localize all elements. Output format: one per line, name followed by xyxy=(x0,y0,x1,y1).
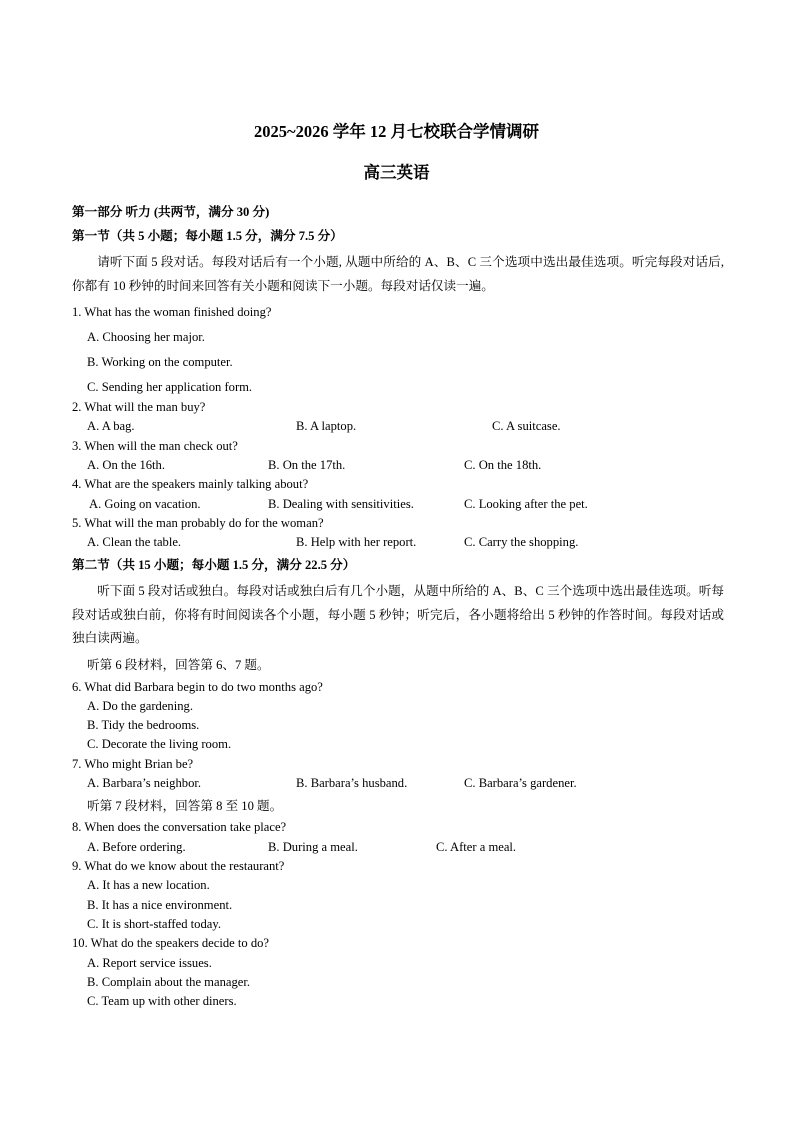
question-2-option-a: A. A bag. xyxy=(87,419,135,433)
question-1-stem: 1. What has the woman finished doing? xyxy=(72,305,272,319)
section1-heading: 第一节（共 5 小题；每小题 1.5 分，满分 7.5 分） xyxy=(72,229,343,243)
question-6-option-c: C. Decorate the living room. xyxy=(87,737,232,751)
question-7-option-b: B. Barbara’s husband. xyxy=(296,776,408,790)
question-9-option-b: B. It has a nice environment. xyxy=(87,898,233,912)
question-3-stem: 3. When will the man check out? xyxy=(72,439,238,453)
question-2-option-c: C. A suitcase. xyxy=(492,419,561,433)
question-8-option-a: A. Before ordering. xyxy=(87,840,186,854)
question-4-option-b: B. Dealing with sensitivities. xyxy=(268,497,414,511)
question-7-stem: 7. Who might Brian be? xyxy=(72,757,194,771)
question-10-option-b: B. Complain about the manager. xyxy=(87,975,250,989)
section2-heading: 第二节（共 15 小题；每小题 1.5 分，满分 22.5 分） xyxy=(72,558,356,572)
part1-heading: 第一部分 听力 (共两节，满分 30 分) xyxy=(72,205,270,219)
question-4-stem: 4. What are the speakers mainly talking about? xyxy=(72,477,309,491)
question-6-option-b: B. Tidy the bedrooms. xyxy=(87,718,200,732)
question-9-stem: 9. What do we know about the restaurant? xyxy=(72,859,285,873)
question-5-option-a: A. Clean the table. xyxy=(87,535,182,549)
question-4-option-c: C. Looking after the pet. xyxy=(464,497,588,511)
question-10-option-c: C. Team up with other diners. xyxy=(87,994,237,1008)
material-7-note: 听第 7 段材料，回答第 8 至 10 题。 xyxy=(87,799,283,813)
question-6-stem: 6. What did Barbara begin to do two months ago? xyxy=(72,680,323,694)
question-1-option-b: B. Working on the computer. xyxy=(87,355,233,369)
question-10-stem: 10. What do the speakers decide to do? xyxy=(72,936,270,950)
question-8-stem: 8. When does the conversation take place? xyxy=(72,820,287,834)
question-2-option-b: B. A laptop. xyxy=(296,419,357,433)
question-8-option-b: B. During a meal. xyxy=(268,840,358,854)
question-1-option-a: A. Choosing her major. xyxy=(87,330,205,344)
question-4-option-a: A. Going on vacation. xyxy=(89,497,201,511)
exam-title: 2025~2026 学年 12 月七校联合学情调研 xyxy=(254,122,539,141)
question-6-option-a: A. Do the gardening. xyxy=(87,699,193,713)
question-2-stem: 2. What will the man buy? xyxy=(72,400,206,414)
question-10-option-a: A. Report service issues. xyxy=(87,956,212,970)
question-9-option-a: A. It has a new location. xyxy=(87,878,210,892)
question-7-option-c: C. Barbara’s gardener. xyxy=(464,776,577,790)
section2-instructions: 听下面 5 段对话或独白。每段对话或独白后有几个小题，从题中所给的 A、B、C 三个选项中选出最佳选项。听每段对话或独白前，你将有时间阅读各个小题，每小题 5 秒钟；听完后，各小题将给出 5 秒钟的作答时间。每段对话或独白读两遍。 xyxy=(72,584,724,645)
question-1-option-c: C. Sending her application form. xyxy=(87,380,253,394)
section1-instructions: 请听下面 5 段对话。每段对话后有一个小题, 从题中所给的 A、B、C 三个选项中选出最佳选项。听完每段对话后, 你都有 10 秒钟的时间来回答有关小题和阅读下一小题。每段对话仅读一遍。 xyxy=(72,255,724,293)
question-5-stem: 5. What will the man probably do for the woman? xyxy=(72,516,324,530)
question-5-option-b: B. Help with her report. xyxy=(296,535,417,549)
question-3-option-b: B. On the 17th. xyxy=(268,458,346,472)
question-7-option-a: A. Barbara’s neighbor. xyxy=(87,776,202,790)
exam-subject: 高三英语 xyxy=(363,163,430,182)
question-3-option-c: C. On the 18th. xyxy=(464,458,542,472)
question-5-option-c: C. Carry the shopping. xyxy=(464,535,579,549)
question-8-option-c: C. After a meal. xyxy=(436,840,517,854)
material-6-note: 听第 6 段材料，回答第 6、7 题。 xyxy=(87,658,270,672)
question-9-option-c: C. It is short-staffed today. xyxy=(87,917,221,931)
question-3-option-a: A. On the 16th. xyxy=(87,458,166,472)
